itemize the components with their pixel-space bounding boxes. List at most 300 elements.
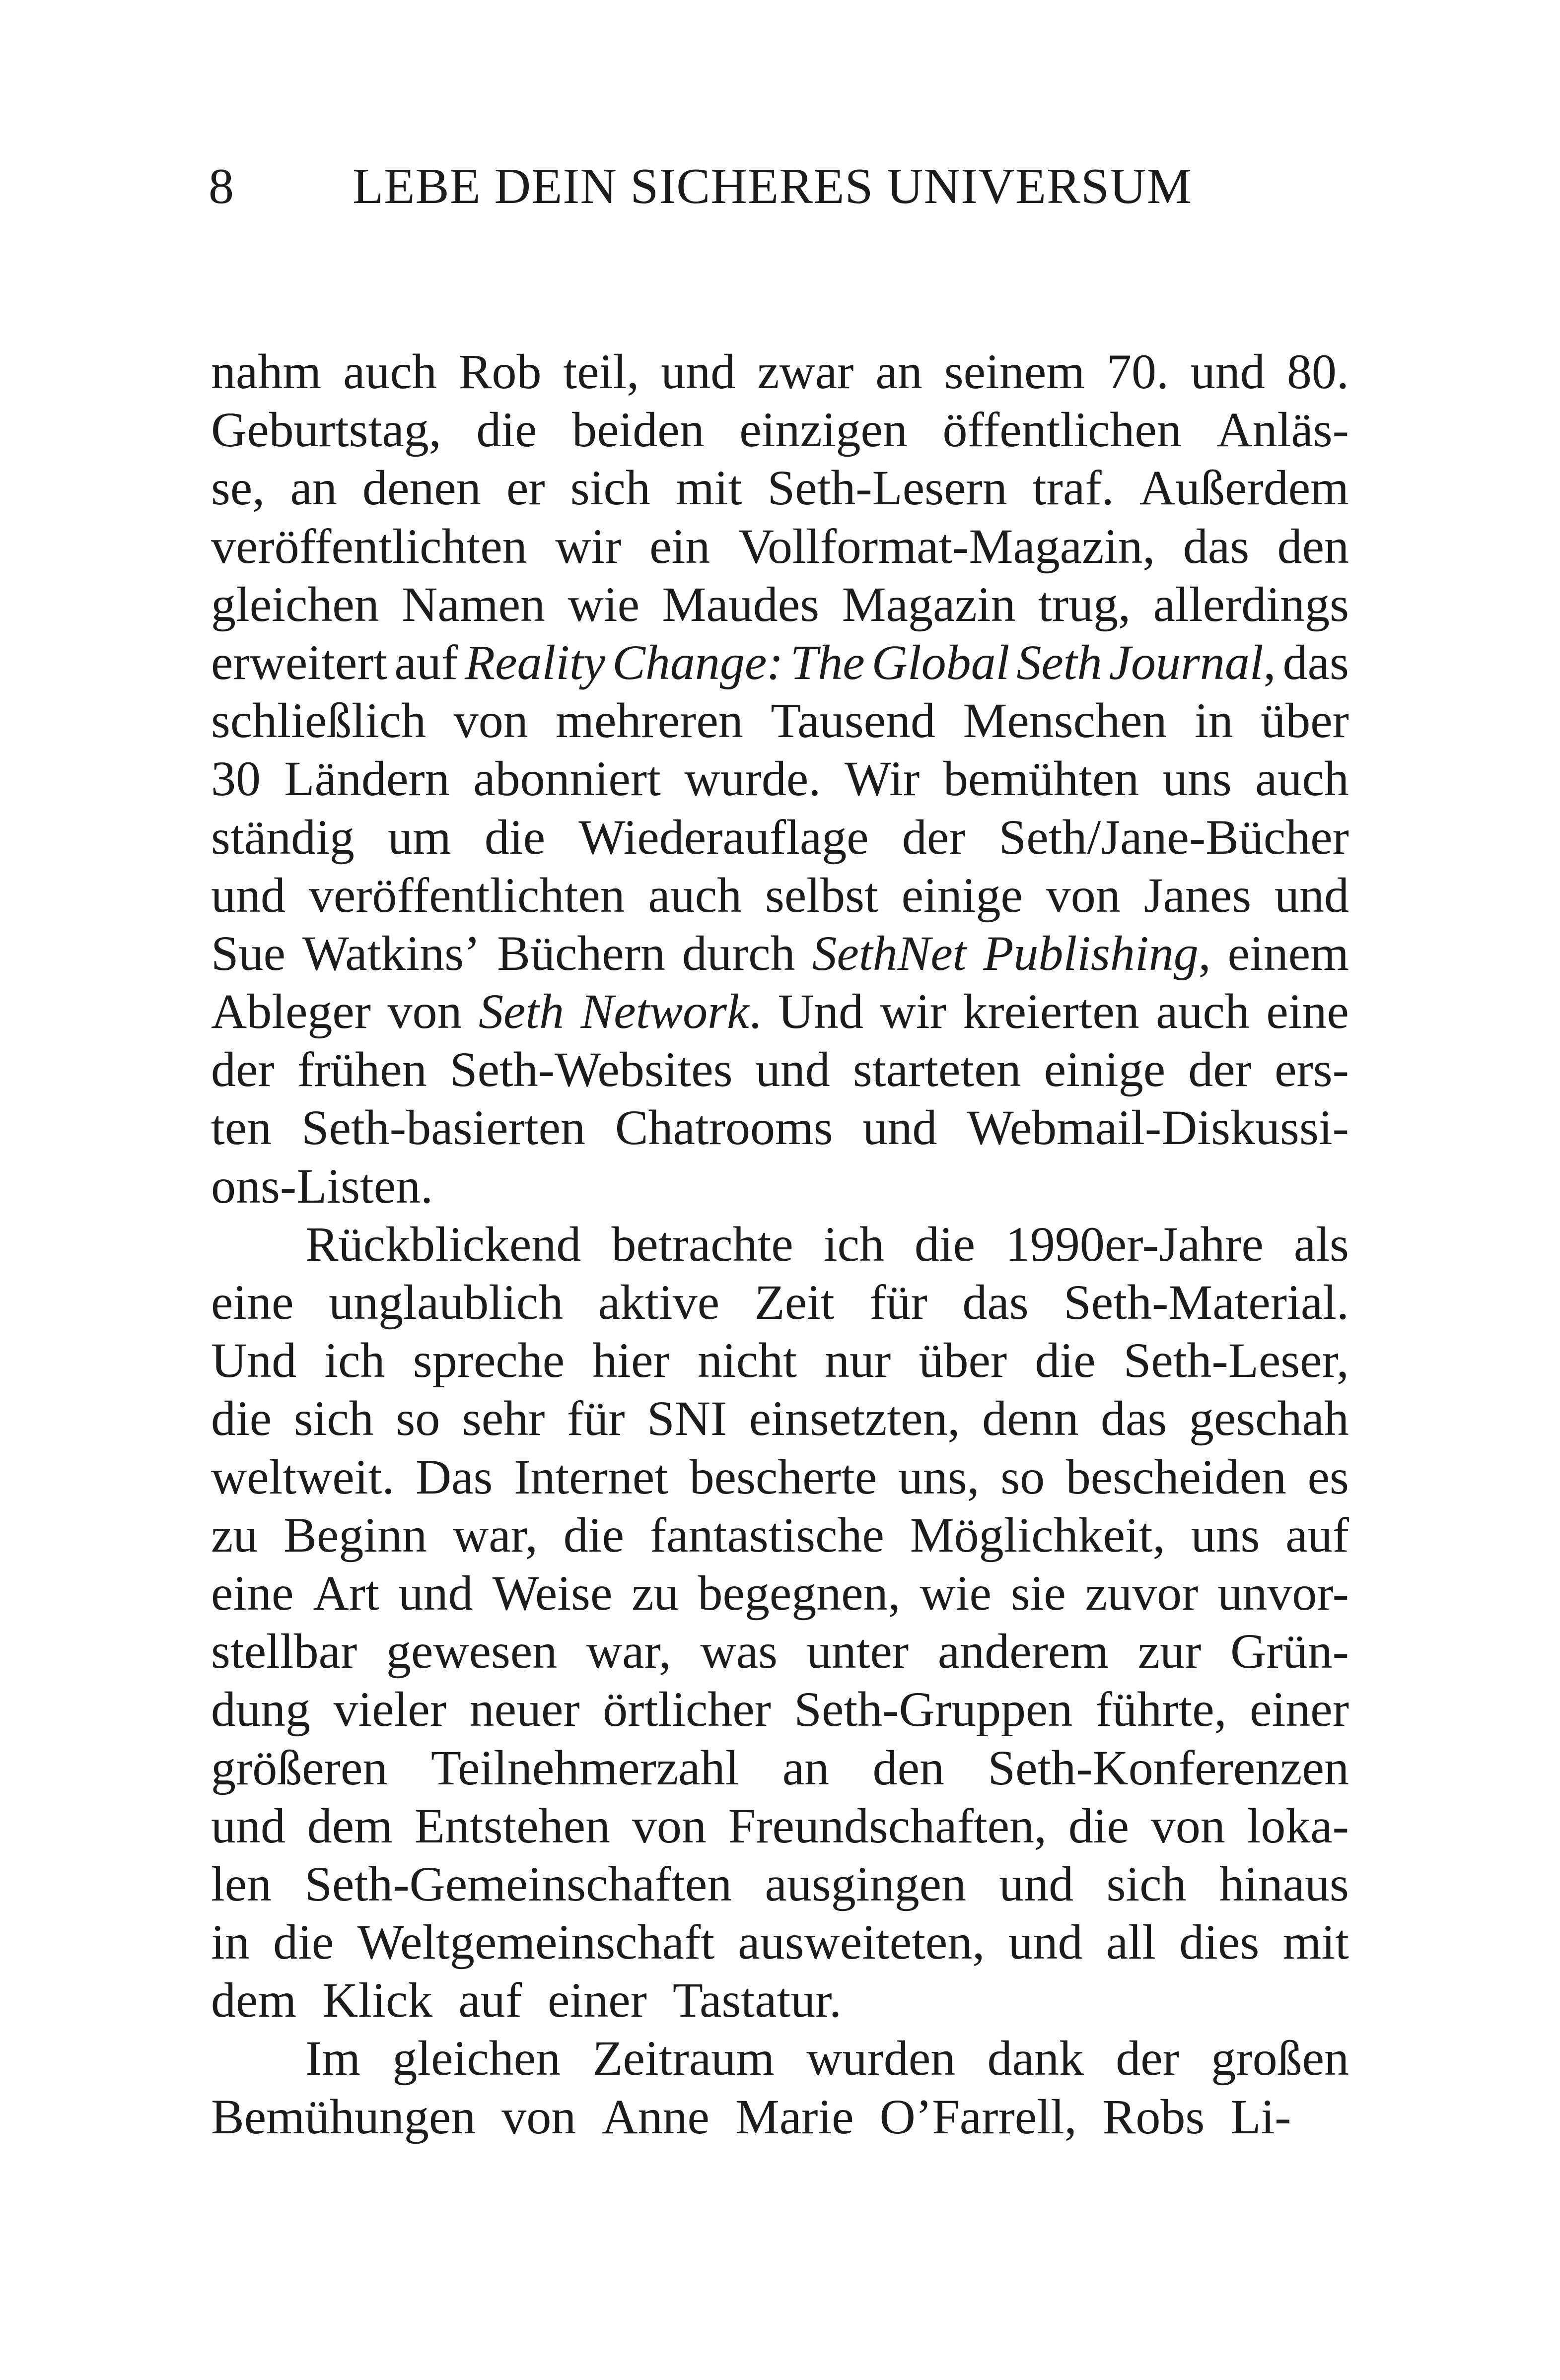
word <box>313 1564 379 1622</box>
word <box>845 749 920 808</box>
word-text: der <box>1116 2031 1179 2086</box>
word-text: war, <box>586 1624 671 1679</box>
word <box>880 2088 1090 2146</box>
word-text: auch <box>343 344 437 399</box>
word-text: bescherte <box>689 1449 877 1504</box>
word-text: mehreren <box>556 693 743 748</box>
word <box>211 1622 357 1680</box>
word-text: Wiederauflage <box>578 809 869 865</box>
word-text: unter <box>806 1624 909 1679</box>
word-text: für <box>869 1275 927 1330</box>
italic-word: Network <box>580 984 749 1039</box>
page-number: 8 <box>209 158 234 214</box>
word <box>555 517 621 575</box>
italic-word: Seth <box>1016 634 1102 690</box>
word <box>386 1622 557 1680</box>
word <box>284 749 450 808</box>
word-text: Tastatur. <box>672 1972 842 2028</box>
word-text: die <box>914 1216 975 1272</box>
word <box>324 1331 385 1389</box>
word <box>1219 1855 1349 1913</box>
word-text: erweitert <box>211 634 388 690</box>
word <box>749 1389 960 1447</box>
text-line <box>211 1971 1349 2029</box>
word <box>211 1564 294 1622</box>
text-line <box>211 1797 1349 1855</box>
word <box>963 691 1167 749</box>
word-text: in <box>1194 693 1233 748</box>
word-text: eine <box>211 1275 294 1330</box>
word-text: sich <box>1106 1856 1187 1911</box>
word <box>1068 1797 1129 1855</box>
word-text: bescheiden <box>1065 1449 1287 1504</box>
word-text: wir <box>880 984 946 1039</box>
word-text: das <box>1282 634 1349 690</box>
word <box>458 1971 535 2029</box>
word-text: Das <box>415 1449 493 1504</box>
word-text: sich <box>570 460 650 516</box>
word <box>983 924 1210 982</box>
word <box>880 982 946 1040</box>
word <box>1109 633 1276 691</box>
word-text: großen <box>1211 2031 1349 2086</box>
word <box>873 1739 944 1797</box>
word-text: dung <box>211 1682 310 1737</box>
word <box>211 517 527 575</box>
word <box>1066 1448 1286 1506</box>
word-text: veröffentlichten <box>211 518 527 574</box>
text-line <box>211 459 1349 517</box>
word-text: ausgingen <box>765 1856 966 1911</box>
word <box>661 342 735 401</box>
word <box>869 1273 927 1331</box>
word <box>305 2029 360 2087</box>
word-text: sie <box>1010 1565 1066 1621</box>
italic-word: Journal <box>1109 634 1264 690</box>
word <box>567 1389 625 1447</box>
word <box>485 808 545 866</box>
word-text: den <box>872 1740 945 1795</box>
word <box>572 401 705 459</box>
word <box>211 342 321 401</box>
word-text: ausweiteten, <box>738 1914 985 1970</box>
word-text: all <box>1106 1914 1156 1970</box>
word <box>211 401 441 459</box>
word <box>967 1098 1349 1156</box>
word <box>578 808 868 866</box>
word-text: Webmail-Diskussi- <box>967 1100 1349 1156</box>
word <box>782 1739 829 1797</box>
word-text: unvor- <box>1217 1565 1349 1621</box>
word <box>211 575 379 633</box>
word <box>1247 1797 1349 1855</box>
word-text: Seth/Jane-Bücher <box>998 809 1349 865</box>
word <box>506 459 545 517</box>
word <box>650 1506 884 1564</box>
word-text: eine <box>211 1565 294 1621</box>
word-text: Anläs- <box>1216 402 1349 458</box>
word-text: Und <box>211 1333 297 1388</box>
word <box>1005 1215 1264 1273</box>
word <box>915 1215 975 1273</box>
word-text: Seth-Konferenzen <box>988 1740 1349 1795</box>
text-line <box>211 866 1349 924</box>
word <box>501 2088 589 2146</box>
word <box>757 342 853 401</box>
word <box>853 1040 1021 1098</box>
word <box>648 866 742 924</box>
word <box>564 1506 624 1564</box>
word <box>211 2088 489 2146</box>
word <box>592 2029 775 2087</box>
italic-word: Global <box>871 634 1010 690</box>
word <box>812 924 966 982</box>
italic-word: Publishing <box>983 925 1199 981</box>
word <box>322 1971 445 2029</box>
word-text: und <box>755 1042 830 1097</box>
body-text <box>211 342 1349 2146</box>
word <box>394 633 458 691</box>
word-text: Und <box>778 984 864 1039</box>
word <box>396 1389 440 1447</box>
word-text: ich <box>823 1216 884 1272</box>
text-line <box>211 808 1349 866</box>
word-text: se, <box>211 460 265 516</box>
word-text: und <box>661 344 736 399</box>
word-text: der <box>211 1042 275 1097</box>
word <box>598 1273 719 1331</box>
word <box>982 1389 1078 1447</box>
word-text: führte, <box>1095 1682 1227 1737</box>
word-text: Ableger <box>211 984 371 1039</box>
word <box>416 1448 493 1506</box>
word <box>211 1855 272 1913</box>
word <box>790 633 865 691</box>
word <box>211 1273 294 1331</box>
word <box>453 1506 538 1564</box>
word <box>497 924 665 982</box>
word <box>462 1389 545 1447</box>
word <box>673 1971 854 2029</box>
word <box>682 924 795 982</box>
punctuation: , <box>1263 634 1276 690</box>
word <box>307 1797 393 1855</box>
word-text: Marie <box>735 2089 854 2144</box>
word-text: Beginn <box>284 1507 427 1563</box>
word <box>211 1739 387 1797</box>
word-text: Möglichkeit, <box>910 1507 1165 1563</box>
word <box>765 1855 966 1913</box>
word <box>1064 1273 1349 1331</box>
word <box>944 342 1085 401</box>
text-line <box>211 2088 1349 2146</box>
word <box>999 1855 1073 1913</box>
word <box>1016 633 1102 691</box>
word <box>1139 459 1349 517</box>
word <box>1189 1389 1349 1447</box>
word-text: Namen <box>402 576 546 632</box>
word-text: Im <box>305 2031 361 2086</box>
word-text: SNI <box>647 1391 727 1446</box>
word-text: Außerdem <box>1139 460 1349 516</box>
word-text: wurde. <box>684 751 821 807</box>
word <box>739 401 908 459</box>
word <box>728 1797 1047 1855</box>
word <box>1044 1040 1165 1098</box>
word <box>1250 1680 1349 1738</box>
word-text: abonniert <box>473 751 661 807</box>
text-line <box>211 1389 1349 1447</box>
word-text: so <box>1000 1449 1045 1504</box>
word-text: öffentlichen <box>942 402 1182 458</box>
word <box>910 1506 1165 1564</box>
word-text: Weise <box>492 1565 613 1621</box>
word-text: zu <box>632 1565 679 1621</box>
word-text: durch <box>682 925 795 981</box>
word-text: bemühten <box>943 751 1139 807</box>
word <box>586 1622 671 1680</box>
word <box>778 982 863 1040</box>
text-line <box>211 1273 1349 1331</box>
word <box>1000 1448 1045 1506</box>
word-text: gewesen <box>386 1624 558 1679</box>
word-text: das <box>1183 518 1250 574</box>
word-text: und <box>999 1856 1074 1911</box>
word-text: unglaublich <box>329 1275 564 1330</box>
word-text: die <box>273 1914 334 1970</box>
word-text: weltweit. <box>211 1449 395 1504</box>
word <box>211 1506 258 1564</box>
word <box>1283 633 1349 691</box>
word-text: von <box>632 1798 707 1853</box>
word <box>211 691 426 749</box>
word <box>1163 749 1232 808</box>
word-text: kreierten <box>963 984 1139 1039</box>
word <box>1287 342 1349 401</box>
word-text: und <box>398 1565 473 1621</box>
word <box>1179 1913 1259 1971</box>
word-text: um <box>388 809 451 865</box>
word-text: Menschen <box>963 693 1167 748</box>
word-text: veröffentlichten <box>308 867 625 923</box>
word <box>1116 2029 1179 2087</box>
word <box>568 575 639 633</box>
word-text: einige <box>1044 1042 1166 1097</box>
word-text: schließlich <box>211 693 426 748</box>
word <box>755 1273 835 1331</box>
word <box>988 2029 1084 2087</box>
word-text: wie <box>567 576 639 632</box>
word-text: und <box>211 867 285 923</box>
word <box>301 1098 585 1156</box>
word <box>570 459 650 517</box>
word-text: 1990er-Jahre <box>1005 1216 1264 1272</box>
text-line <box>211 633 1349 691</box>
word <box>603 1680 771 1738</box>
word <box>1107 1855 1187 1913</box>
word <box>612 633 783 691</box>
text-line <box>211 1855 1349 1913</box>
word <box>919 1331 1007 1389</box>
word-text: es <box>1307 1449 1349 1504</box>
word <box>1294 1215 1349 1273</box>
word-text: die <box>1035 1333 1096 1388</box>
word-text: größeren <box>211 1740 388 1795</box>
word <box>304 1855 732 1913</box>
word-text: spreche <box>413 1333 565 1388</box>
word <box>698 1564 901 1622</box>
word-text: die <box>484 809 546 865</box>
word <box>211 1157 446 1215</box>
word-text: über <box>919 1333 1007 1388</box>
word <box>273 1913 334 1971</box>
word <box>676 459 742 517</box>
word-text: ten <box>211 1100 272 1156</box>
text-line <box>211 749 1349 808</box>
word-text: und <box>1275 867 1349 923</box>
text-line <box>211 342 1349 401</box>
word <box>756 1040 830 1098</box>
word <box>632 1797 707 1855</box>
word <box>211 1680 310 1738</box>
word <box>999 808 1349 866</box>
word-text: allerdings <box>1153 576 1349 632</box>
word-text: Robs <box>1102 2089 1205 2144</box>
word <box>1217 1564 1349 1622</box>
word <box>898 1448 980 1506</box>
running-header <box>209 149 1350 223</box>
word <box>738 517 1155 575</box>
word <box>807 1622 909 1680</box>
word-text: ständig <box>211 809 355 865</box>
italic-word: Change: <box>612 634 783 690</box>
word <box>615 1098 833 1156</box>
text-line <box>211 575 1349 633</box>
word-text: auch <box>1255 751 1349 807</box>
word-text: Rückblickend <box>305 1216 581 1272</box>
word-text: er <box>506 460 545 516</box>
word-text: selbst <box>765 867 878 923</box>
word-text: neuer <box>469 1682 580 1737</box>
text-line <box>211 401 1349 459</box>
word-text: von <box>453 693 528 748</box>
word-text: Seth-Websites <box>449 1042 733 1097</box>
word-text: Tausend <box>771 693 935 748</box>
word-text: nicht <box>697 1333 797 1388</box>
word <box>388 808 451 866</box>
word <box>1285 1506 1349 1564</box>
word <box>399 1564 473 1622</box>
word <box>556 691 743 749</box>
word-text: gleichen <box>211 576 379 632</box>
word <box>662 575 820 633</box>
text-line <box>211 1506 1349 1564</box>
word-text: als <box>1293 1216 1349 1272</box>
running-title: LEBE DEIN SICHERES UNIVERSUM <box>353 158 1193 214</box>
word-text: hier <box>592 1333 670 1388</box>
word <box>415 1797 610 1855</box>
word <box>297 1040 427 1098</box>
word <box>1191 342 1265 401</box>
text-line <box>211 1622 1349 1680</box>
word <box>581 982 762 1040</box>
word <box>1144 866 1252 924</box>
word-text: einem <box>1227 925 1349 981</box>
word <box>388 982 462 1040</box>
word-text: Seth-Lesern <box>767 460 1007 516</box>
word-text: fantastische <box>649 1507 884 1563</box>
word <box>1101 1389 1167 1447</box>
word-text: Watkins’ <box>302 925 481 981</box>
word <box>362 459 481 517</box>
word <box>211 1331 296 1389</box>
word-text: und <box>1008 1914 1083 1970</box>
word <box>1228 924 1349 982</box>
word-text: Seth-basierten <box>301 1100 586 1156</box>
word-text: denen <box>362 460 481 516</box>
word-text: gleichen <box>392 2031 561 2086</box>
word-text: loka- <box>1247 1798 1349 1853</box>
word-text: so <box>396 1391 440 1446</box>
word-text: Zeit <box>754 1275 835 1330</box>
word-text: für <box>567 1391 625 1446</box>
word-text: dank <box>987 2031 1084 2086</box>
punctuation: . <box>749 984 762 1039</box>
word-text: Geburtstag, <box>211 402 441 458</box>
word <box>1275 1040 1349 1098</box>
word-text: 30 <box>211 751 261 807</box>
word-text: ons-Listen. <box>211 1158 433 1214</box>
word-text: und <box>211 1798 285 1853</box>
word-text: Bemühungen <box>211 2089 476 2144</box>
word <box>548 1971 660 2029</box>
word-text: Büchern <box>497 925 666 981</box>
word-text: Klick <box>322 1972 433 2028</box>
word-text: der <box>1188 1042 1252 1097</box>
word-text: auch <box>648 867 742 923</box>
word-text: Internet <box>514 1449 668 1504</box>
word <box>329 1273 563 1331</box>
word <box>333 1680 446 1738</box>
word-text: Magazin <box>842 576 1016 632</box>
word <box>647 1389 727 1447</box>
word-text: teil, <box>563 344 639 399</box>
word-text: uns, <box>898 1449 980 1504</box>
word-text: len <box>211 1856 272 1911</box>
word-text: nahm <box>211 344 322 399</box>
punctuation: , <box>1198 925 1211 981</box>
word-text: sehr <box>462 1391 545 1446</box>
word <box>1151 1797 1225 1855</box>
word <box>765 866 878 924</box>
word-text: und <box>1190 344 1265 399</box>
text-line <box>211 1913 1349 1971</box>
word-text: einer <box>1250 1682 1349 1737</box>
word <box>1103 2088 1218 2146</box>
word-text: beiden <box>572 402 705 458</box>
italic-word: The <box>790 634 865 690</box>
word <box>431 1739 739 1797</box>
italic-word: Reality <box>465 634 606 690</box>
word <box>1183 517 1249 575</box>
text-line <box>211 1157 1349 1215</box>
word <box>211 459 265 517</box>
word-text: Seth-Gemeinschaften <box>304 1856 732 1911</box>
word <box>1107 342 1169 401</box>
word <box>493 1564 613 1622</box>
word <box>302 924 481 982</box>
word-text: die <box>476 402 537 458</box>
